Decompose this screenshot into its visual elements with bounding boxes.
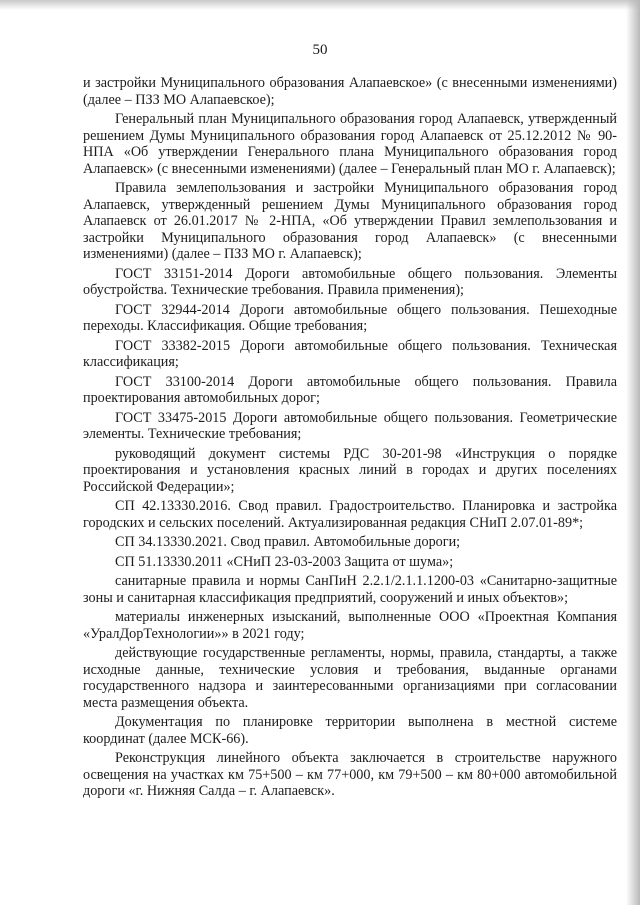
- document-paragraph: руководящий документ системы РДС 30-201-98 «Инструкция о порядке проектирования и установления красных линий в городах и других поселениях Российской Федерации»;: [83, 445, 617, 495]
- document-paragraph: и застройки Муниципального образования Алапаевское» (с внесенными изменениями) (далее – ПЗЗ МО Алапаевское);: [83, 75, 617, 108]
- document-paragraph: Документация по планировке территории выполнена в местной системе координат (далее МСК-66).: [83, 714, 617, 747]
- scan-right-shadow: [626, 0, 640, 905]
- document-paragraph: ГОСТ 33475-2015 Дороги автомобильные общего пользования. Геометрические элементы. Технические требования;: [83, 409, 617, 442]
- document-paragraph: санитарные правила и нормы СанПиН 2.2.1/2.1.1.1200-03 «Санитарно-защитные зоны и санитарная классификация предприятий, сооружений и иных объектов»;: [83, 573, 617, 606]
- document-paragraph: материалы инженерных изысканий, выполненные ООО «Проектная Компания «УралДорТехнологии»» в 2021 году;: [83, 609, 617, 642]
- document-paragraph: СП 51.13330.2011 «СНиП 23-03-2003 Защита от шума»;: [115, 553, 454, 570]
- document-paragraph: ГОСТ 33100-2014 Дороги автомобильные общего пользования. Правила проектирования автомобильных дорог;: [83, 373, 617, 406]
- document-paragraph: Правила землепользования и застройки Муниципального образования город Алапаевск, утвержденный решением Думы Муниципального образования город Алапаевск от 26.01.2017 № 2-НПА, «Об утверждении Правил землепользования и застройки Муниципального образования город Алапаевск» (с внесенными изменениями) (далее – ПЗЗ МО г. Алапаевск);: [83, 180, 617, 262]
- page-number: 50: [312, 42, 328, 58]
- document-paragraph: действующие государственные регламенты, нормы, правила, стандарты, а также исходные данные, технические условия и требования, выданные органами государственного надзора и заинтересованными организациями при согласовании места размещения объекта.: [83, 645, 617, 711]
- document-paragraph: Генеральный план Муниципального образования город Алапаевск, утвержденный решением Думы Муниципального образования город Алапаевск от 25.12.2012 № 90-НПА «Об утверждении Генерального плана Муниципального образования город Алапаевск» (с внесенными изменениями) (далее – Генеральный план МО г. Алапаевск);: [83, 111, 617, 177]
- document-paragraph: Реконструкция линейного объекта заключается в строительстве наружного освещения на участках км 75+500 – км 77+000, км 79+500 – км 80+000 автомобильной дороги «г. Нижняя Салда – г. Алапаевск».: [83, 750, 617, 799]
- document-paragraph: ГОСТ 33382-2015 Дороги автомобильные общего пользования. Техническая классификация;: [83, 337, 617, 370]
- document-paragraph: ГОСТ 32944-2014 Дороги автомобильные общего пользования. Пешеходные переходы. Классификация. Общие требования;: [83, 301, 617, 334]
- document-paragraph: ГОСТ 33151-2014 Дороги автомобильные общего пользования. Элементы обустройства. Технические требования. Правила применения);: [83, 265, 617, 298]
- document-body: [83, 75, 617, 803]
- document-paragraph: СП 34.13330.2021. Свод правил. Автомобильные дороги;: [115, 534, 461, 550]
- document-paragraph: СП 42.13330.2016. Свод правил. Градостроительство. Планировка и застройка городских и сельских поселений. Актуализированная редакция СНиП 2.07.01-89*;: [83, 498, 617, 531]
- scan-top-shadow: [0, 0, 640, 10]
